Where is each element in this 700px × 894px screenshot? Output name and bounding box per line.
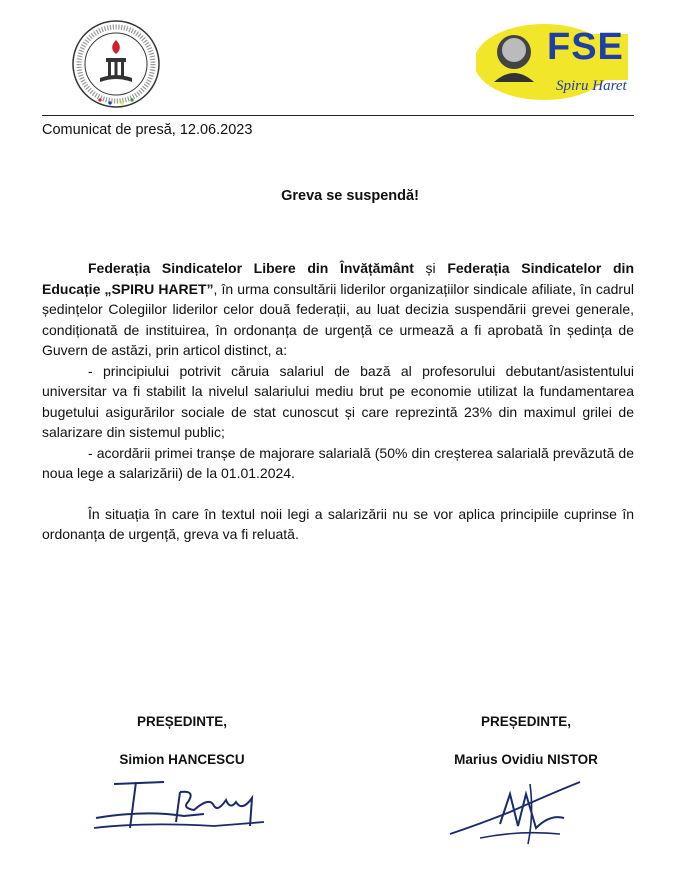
- fse-brand-text: FSE: [547, 26, 624, 68]
- right-handwritten-signature: [440, 764, 610, 850]
- header-rule: [42, 115, 634, 116]
- bullet-item-1: - principiului potrivit căruia salariul de bază al profesorului debutant/asistentului universitar va fi stabilit la nivelul salariului mediu brut pe economie utilizat la fundamentarea bugetului asigurărilor sociale de stat cunoscut și care reprezintă 23% din maximul grilei de salarizare din sistemul public;: [42, 362, 634, 440]
- paragraph-conclusion: În situația în care în textul noii legi a salarizării nu se vor aplica principiile cuprinse în ordonanța de urgență, greva va fi reluată.: [42, 505, 634, 542]
- right-signatory-name: Marius Ovidiu NISTOR: [454, 752, 598, 767]
- press-release-date: Comunicat de presă, 12.06.2023: [42, 122, 253, 138]
- federation-seal-logo: [70, 18, 162, 110]
- right-signatory-role: PREȘEDINTE,: [480, 714, 572, 729]
- intro-text: , în urma consultării liderilor organizațiilor sindicale afiliate, în cadrul ședințelor Colegiilor liderilor celor două federații, au luat decizia suspendării grevei generale, condiționată de instituirea, în ordonanța de urgență ce urmează a fi aprobată în ședința de Guvern de astăzi, prin articol distinct, a:: [42, 280, 634, 358]
- document-title: Greva se suspendă!: [281, 188, 419, 204]
- bullet-item-2: - acordării primei tranșe de majorare salarială (50% din creșterea salarială prevăzută de noua lege a salarizării) de la 01.01.2024.: [42, 444, 634, 481]
- left-signatory-name: Simion HANCESCU: [119, 752, 245, 767]
- left-handwritten-signature: [84, 770, 284, 840]
- fse-brand-script: Spiru Haret: [556, 78, 627, 94]
- federation-name-1: Federația Sindicatelor Libere din Învățământ: [88, 260, 414, 276]
- document-body: [42, 258, 634, 545]
- left-signatory-role: PREȘEDINTE,: [136, 714, 228, 729]
- federation-name-2: Federația Sindicatelor din Educație „SPIRU HARET”: [42, 260, 635, 297]
- paragraph-intro: [42, 258, 634, 361]
- conjunction-text: și: [413, 260, 448, 276]
